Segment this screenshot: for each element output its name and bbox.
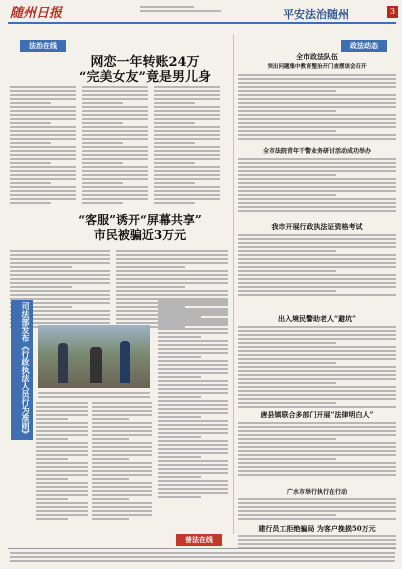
news-photo [38, 325, 150, 388]
page-title: 平安法治随州 [283, 8, 349, 21]
masthead-rule [8, 22, 396, 24]
article-5-body [238, 234, 396, 298]
article-1-headline-2: “完美女友”竟是男儿身 [79, 70, 211, 85]
lower-middle-body-b [158, 300, 228, 500]
left-section-tag: 法治在线 [20, 40, 66, 52]
article-5-headline: 我市开展行政执法证资格考试 [271, 222, 363, 231]
photo-caption [38, 392, 150, 400]
masthead-brand: 随州日报 [10, 6, 63, 21]
article-9-headline: 建行员工拒绝骗局 为客户挽损50万元 [258, 524, 376, 533]
article-2-headline-1: “客服”诱开“屏幕共享” [78, 213, 202, 227]
article-6-body [238, 326, 396, 410]
article-2-headline-2: 市民被骗近3万元 [93, 228, 187, 242]
photo-figure-3 [120, 341, 130, 383]
masthead-date [140, 6, 230, 14]
article-3-headline-2: 突出问题集中教育整治开门查摆该会召开 [267, 64, 367, 70]
photo-figure-2 [90, 347, 102, 383]
article-1-body-left [10, 86, 76, 206]
article-8-body [238, 498, 396, 522]
article-1-headline-1: 网恋一年转账24万 [90, 55, 200, 70]
article-7-body [238, 422, 396, 478]
article-4-headline: 全市法院青年干警业务研讨活动成功举办 [262, 148, 371, 155]
footer-text [10, 552, 395, 564]
article-7-headline: 唐县镇联合多部门开展“法律明白人” [260, 410, 374, 419]
vertical-article-body [36, 402, 88, 522]
article-3-headline-1: 全市政法队伍 [296, 52, 338, 61]
bottom-section-tag: 普法在线 [176, 534, 222, 546]
article-8-headline: 广水市举行执行在行动 [286, 489, 347, 496]
photo-figure-1 [58, 343, 68, 383]
footer-rule [8, 548, 396, 549]
article-6-headline: 出入境民警助老人“避坑” [277, 314, 357, 323]
article-1-body-right [154, 86, 220, 206]
lower-middle-body-a [92, 402, 152, 522]
page-number: 3 [387, 6, 398, 18]
right-section-tag: 政法动态 [341, 40, 387, 52]
article-4-body [238, 158, 396, 214]
article-1-body-mid [82, 86, 148, 206]
vertical-title: 司法部发布《行政执法人员行为准则》 [21, 302, 30, 438]
column-divider [233, 34, 234, 534]
article-3-body [238, 74, 396, 142]
